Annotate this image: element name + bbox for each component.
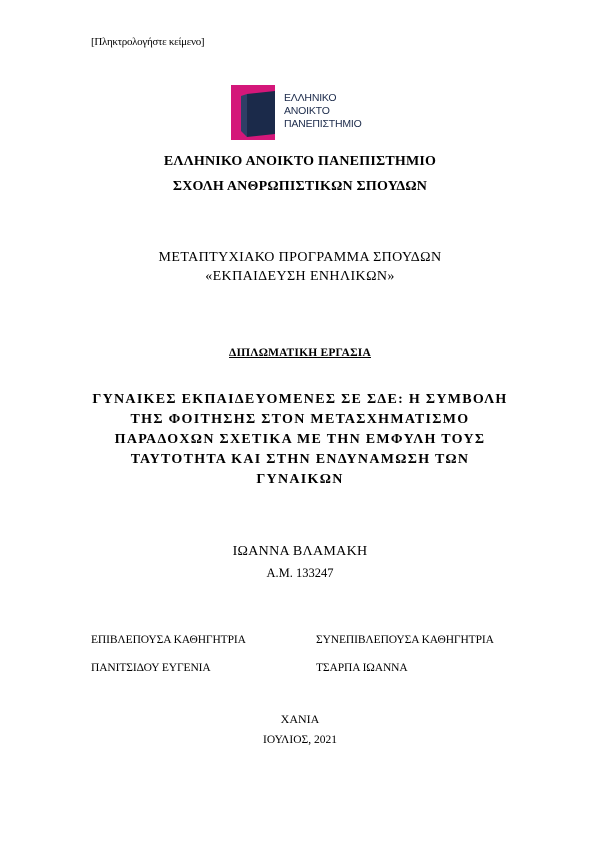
thesis-title-line: ΤΑΥΤΟΤΗΤΑ ΚΑΙ ΣΤΗΝ ΕΝΔΥΝΑΜΩΣΗ ΤΩΝ bbox=[130, 452, 470, 467]
cosupervisor-role: ΣΥΝΕΠΙΒΛΕΠΟΥΣΑ ΚΑΘΗΓΗΤΡΙΑ bbox=[316, 634, 494, 646]
date: ΙΟΥΛΙΟΣ, 2021 bbox=[263, 734, 337, 746]
header-placeholder-text: [Πληκτρολογήστε κείμενο] bbox=[91, 36, 205, 48]
thesis-label: ΔΙΠΛΩΜΑΤΙΚΗ ΕΡΓΑΣΙΑ bbox=[229, 347, 371, 359]
program-subtitle: «ΕΚΠΑΙΔΕΥΣΗ ΕΝΗΛΙΚΩΝ» bbox=[205, 269, 395, 284]
logo-line: ΠΑΝΕΠΙΣΤΗΜΙΟ bbox=[284, 118, 362, 130]
thesis-title-line: ΠΑΡΑΔΟΧΩΝ ΣΧΕΤΙΚΑ ΜΕ ΤΗΝ ΕΜΦΥΛΗ ΤΟΥΣ bbox=[114, 432, 486, 447]
author-name: ΙΩΑΝΝΑ ΒΛΑΜΑΚΗ bbox=[232, 544, 368, 559]
school-name: ΣΧΟΛΗ ΑΝΘΡΩΠΙΣΤΙΚΩΝ ΣΠΟΥΔΩΝ bbox=[172, 179, 428, 194]
cosupervisor-name: ΤΣΑΡΠΑ ΙΩΑΝΝΑ bbox=[316, 662, 408, 674]
university-name: ΕΛΛΗΝΙΚΟ ΑΝΟΙΚΤΟ ΠΑΝΕΠΙΣΤΗΜΙΟ bbox=[163, 154, 437, 169]
supervisor-name: ΠΑΝΙΤΣΙΔΟΥ ΕΥΓΕΝΙΑ bbox=[91, 662, 211, 674]
logo-line: ΑΝΟΙΚΤΟ bbox=[284, 105, 330, 117]
logo-line: ΕΛΛΗΝΙΚΟ bbox=[284, 92, 337, 104]
thesis-title-line: ΤΗΣ ΦΟΙΤΗΣΗΣ ΣΤΟΝ ΜΕΤΑΣΧΗΜΑΤΙΣΜΟ bbox=[130, 412, 470, 427]
thesis-title-line: ΓΥΝΑΙΚΕΣ ΕΚΠΑΙΔΕΥΟΜΕΝΕΣ ΣΕ ΣΔΕ: Η ΣΥΜΒΟΛΗ bbox=[92, 392, 508, 407]
program-title: ΜΕΤΑΠΤΥΧΙΑΚΟ ΠΡΟΓΡΑΜΜΑ ΣΠΟΥΔΩΝ bbox=[158, 250, 442, 265]
logo-wordmark bbox=[284, 92, 362, 131]
supervisor-role: ΕΠΙΒΛΕΠΟΥΣΑ ΚΑΘΗΓΗΤΡΙΑ bbox=[91, 634, 246, 646]
university-logo bbox=[231, 85, 371, 141]
author-registration: Α.Μ. 133247 bbox=[266, 566, 334, 580]
university-logo-mark bbox=[231, 85, 283, 141]
thesis-title-line: ΓΥΝΑΙΚΩΝ bbox=[256, 472, 344, 487]
place: ΧΑΝΙΑ bbox=[280, 712, 320, 726]
